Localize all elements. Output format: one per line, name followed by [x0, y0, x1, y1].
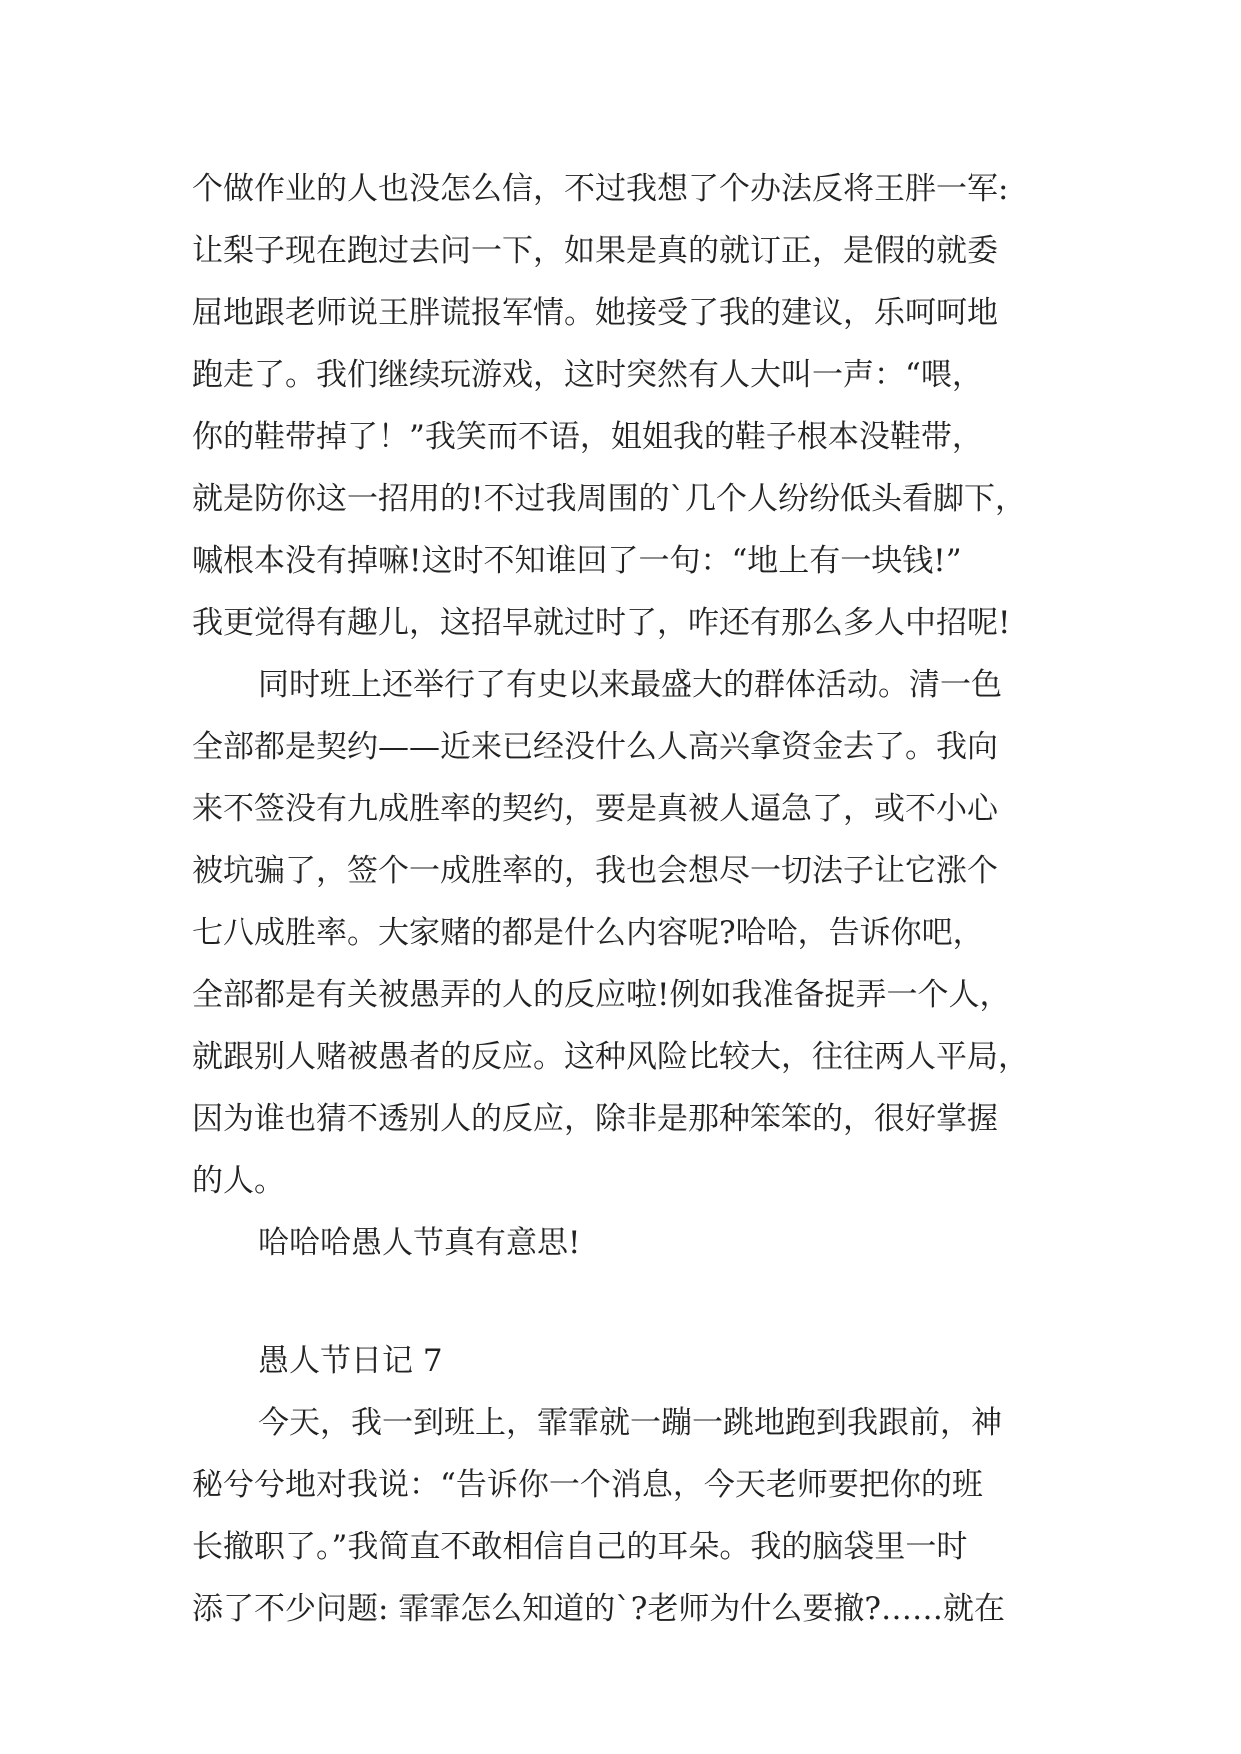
paragraph-2 — [192, 654, 1072, 1212]
text-line: 秘兮兮地对我说：“告诉你一个消息，今天老师要把你的班 — [192, 1467, 983, 1503]
paragraph-4 — [192, 1392, 1072, 1640]
text-line: 让梨子现在跑过去问一下，如果是真的就订正，是假的就委 — [192, 233, 998, 269]
paragraph-gap — [192, 1274, 1072, 1330]
section-heading: 愚人节日记 7 — [258, 1343, 443, 1379]
text-line: 嘁根本没有掉嘛!这时不知谁回了一句：“地上有一块钱!” — [192, 543, 962, 579]
text-line: 被坑骗了，签个一成胜率的，我也会想尽一切法子让它涨个 — [192, 853, 998, 889]
text-line: 我更觉得有趣儿，这招早就过时了，咋还有那么多人中招呢! — [192, 605, 1011, 641]
text-line: 的人。 — [192, 1163, 285, 1199]
text-line: 添了不少问题: 霏霏怎么知道的`?老师为什么要撤?……就在 — [192, 1591, 1006, 1627]
text-line: 同时班上还举行了有史以来最盛大的群体活动。清一色 — [258, 667, 1002, 703]
document-body — [192, 158, 1072, 1640]
text-line: 你的鞋带掉了！”我笑而不语，姐姐我的鞋子根本没鞋带， — [192, 419, 983, 455]
text-line: 跑走了。我们继续玩游戏，这时突然有人大叫一声：“喂， — [192, 357, 983, 393]
text-line: 今天，我一到班上，霏霏就一蹦一跳地跑到我跟前，神 — [258, 1405, 1002, 1441]
text-line: 个做作业的人也没怎么信，不过我想了个办法反将王胖一军: — [192, 171, 1009, 207]
text-line: 就跟别人赌被愚者的反应。这种风险比较大，往往两人平局， — [192, 1039, 1029, 1075]
text-line: 长撤职了。”我简直不敢相信自己的耳朵。我的脑袋里一时 — [192, 1529, 968, 1565]
text-line: 七八成胜率。大家赌的都是什么内容呢?哈哈，告诉你吧， — [192, 915, 984, 951]
text-line: 来不签没有九成胜率的契约，要是真被人逼急了，或不小心 — [192, 791, 998, 827]
text-line: 全部都是契约——近来已经没什么人高兴拿资金去了。我向 — [192, 729, 998, 765]
text-line: 就是防你这一招用的!不过我周围的`几个人纷纷低头看脚下， — [192, 481, 1026, 517]
paragraph-3: 哈哈哈愚人节真有意思! — [258, 1225, 581, 1261]
text-line: 屈地跟老师说王胖谎报军情。她接受了我的建议，乐呵呵地 — [192, 295, 998, 331]
paragraph-1 — [192, 158, 1072, 654]
text-line: 全部都是有关被愚弄的人的反应啦!例如我准备捉弄一个人， — [192, 977, 1011, 1013]
text-line: 因为谁也猜不透别人的反应，除非是那种笨笨的，很好掌握 — [192, 1101, 998, 1137]
